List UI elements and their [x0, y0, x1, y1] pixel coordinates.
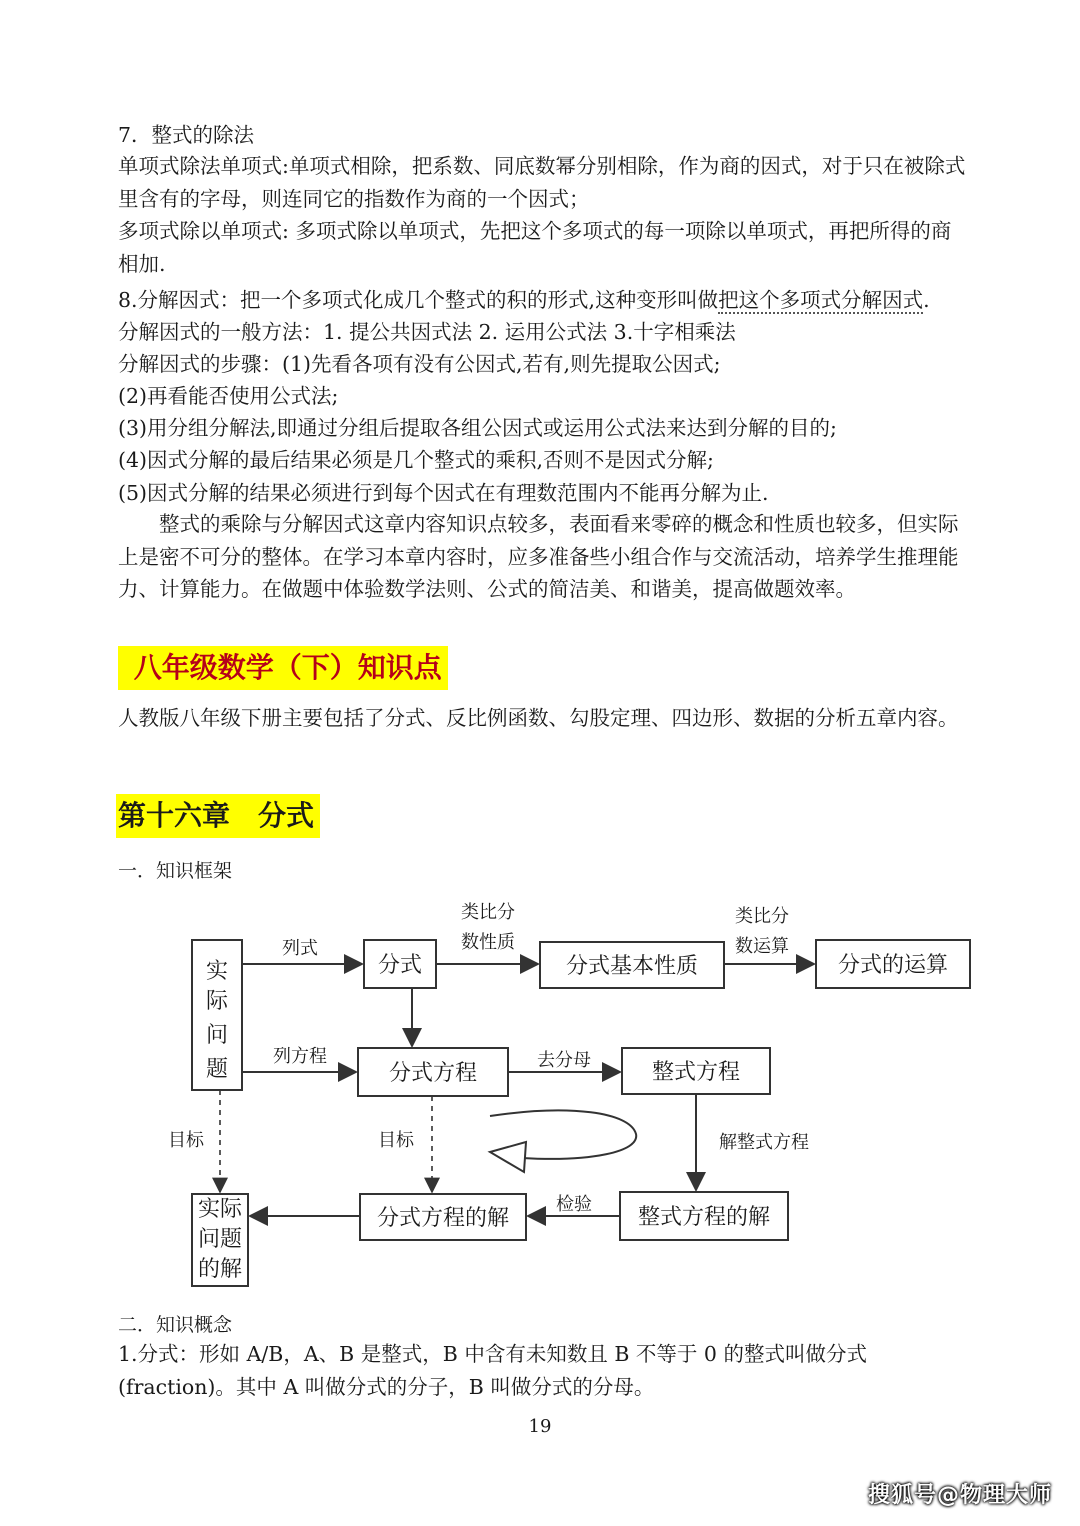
section7-paragraph-1: 单项式除法单项式:单项式相除，把系数、同底数幂分别相除，作为商的因式，对于只在被除式里含有的字母，则连同它的指数作为商的一个因式；: [118, 154, 966, 211]
knowledge-framework-diagram: [150, 890, 990, 1300]
section8-title-suffix: .: [923, 288, 930, 312]
box-basic-property-label: 分式基本性质: [565, 954, 699, 979]
label-analogy-property-1: 类比分: [461, 902, 515, 923]
grade8-heading: 八年级数学（下）知识点: [118, 646, 448, 690]
factoring-step-4: (4)因式分解的最后结果必须是几个整式的乘积,否则不是因式分解;: [118, 448, 714, 472]
box-practical-solution-line-1: 实际: [197, 1197, 243, 1222]
concept-fraction: 1.分式：形如 A/B，A、B 是整式，B 中含有未知数且 B 不等于 0 的整式叫做分式(fraction)。其中 A 叫做分式的分子，B 叫做分式的分母。: [118, 1342, 867, 1399]
box-practical-char-4: 题: [205, 1057, 229, 1082]
factoring-step-3: (3)用分组分解法,即通过分组后提取各组公因式或运用公式法来达到分解的目的;: [118, 416, 837, 440]
factoring-step-2: (2)再看能否使用公式法;: [118, 384, 339, 408]
section7-title: 7．整式的除法: [118, 123, 255, 147]
section7-paragraph-2: 多项式除以单项式: 多项式除以单项式，先把这个多项式的每一项除以单项式，再把所得的商相加.: [118, 219, 952, 276]
label-analogy-operation-1: 类比分: [735, 906, 789, 927]
box-integer-equation-label: 整式方程: [651, 1060, 741, 1085]
label-solve-integer-equation: 解整式方程: [719, 1132, 809, 1153]
page-number: 19: [528, 1416, 552, 1437]
label-analogy-operation-2: 数运算: [735, 936, 789, 957]
chapter-summary: 整式的乘除与分解因式这章内容知识点较多，表面看来零碎的概念和性质也较多，但实际上是密不可分的整体。在学习本章内容时，应多准备些小组合作与交流活动，培养学生推理能力、计算能力。在做题中体验数学法则、公式的简洁美、和谐美，提高做题效率。: [118, 512, 959, 601]
section8-title-underlined: 把这个多项式分解因式: [718, 288, 924, 312]
grade8-intro: 人教版八年级下册主要包括了分式、反比例函数、勾股定理、四边形、数据的分析五章内容。: [118, 706, 959, 730]
label-qufenmu: 去分母: [537, 1050, 591, 1071]
box-fraction-equation-label: 分式方程: [388, 1061, 478, 1086]
factoring-step-5: (5)因式分解的结果必须进行到每个因式在有理数范围内不能再分解为止.: [118, 481, 769, 505]
framework-title: 一．知识框架: [118, 860, 233, 882]
factoring-step-1: 分解因式的步骤：(1)先看各项有没有公因式,若有,则先提取公因式;: [118, 352, 721, 376]
box-fraction-solution-label: 分式方程的解: [376, 1206, 510, 1231]
watermark: 搜狐号@物理大师: [867, 1483, 1052, 1508]
box-operation-label: 分式的运算: [837, 953, 949, 978]
box-practical-solution-line-2: 问题: [197, 1227, 243, 1252]
label-verify: 检验: [556, 1194, 592, 1215]
label-liefangcheng: 列方程: [273, 1046, 327, 1067]
label-goal-left: 目标: [168, 1130, 204, 1151]
label-goal-middle: 目标: [378, 1130, 414, 1151]
section8-title: [118, 283, 930, 313]
box-practical-char-3: 问: [205, 1023, 229, 1048]
box-practical-solution-line-3: 的解: [197, 1257, 243, 1282]
box-integer-solution-label: 整式方程的解: [637, 1205, 771, 1230]
box-practical-char-2: 际: [205, 989, 229, 1014]
label-analogy-property-2: 数性质: [461, 932, 515, 953]
label-lieshi: 列式: [282, 938, 318, 959]
concepts-title: 二．知识概念: [118, 1314, 233, 1336]
chapter16-heading: 第十六章 分式: [116, 794, 320, 838]
section8-title-prefix: 8.分解因式：把一个多项式化成几个整式的积的形式,这种变形叫做: [118, 288, 719, 312]
box-fraction-label: 分式: [377, 953, 423, 978]
factoring-methods: 分解因式的一般方法：1. 提公共因式法 2. 运用公式法 3.十字相乘法: [118, 320, 736, 344]
loop-arrow-head: [490, 1142, 526, 1172]
box-practical-char-1: 实: [205, 959, 229, 984]
